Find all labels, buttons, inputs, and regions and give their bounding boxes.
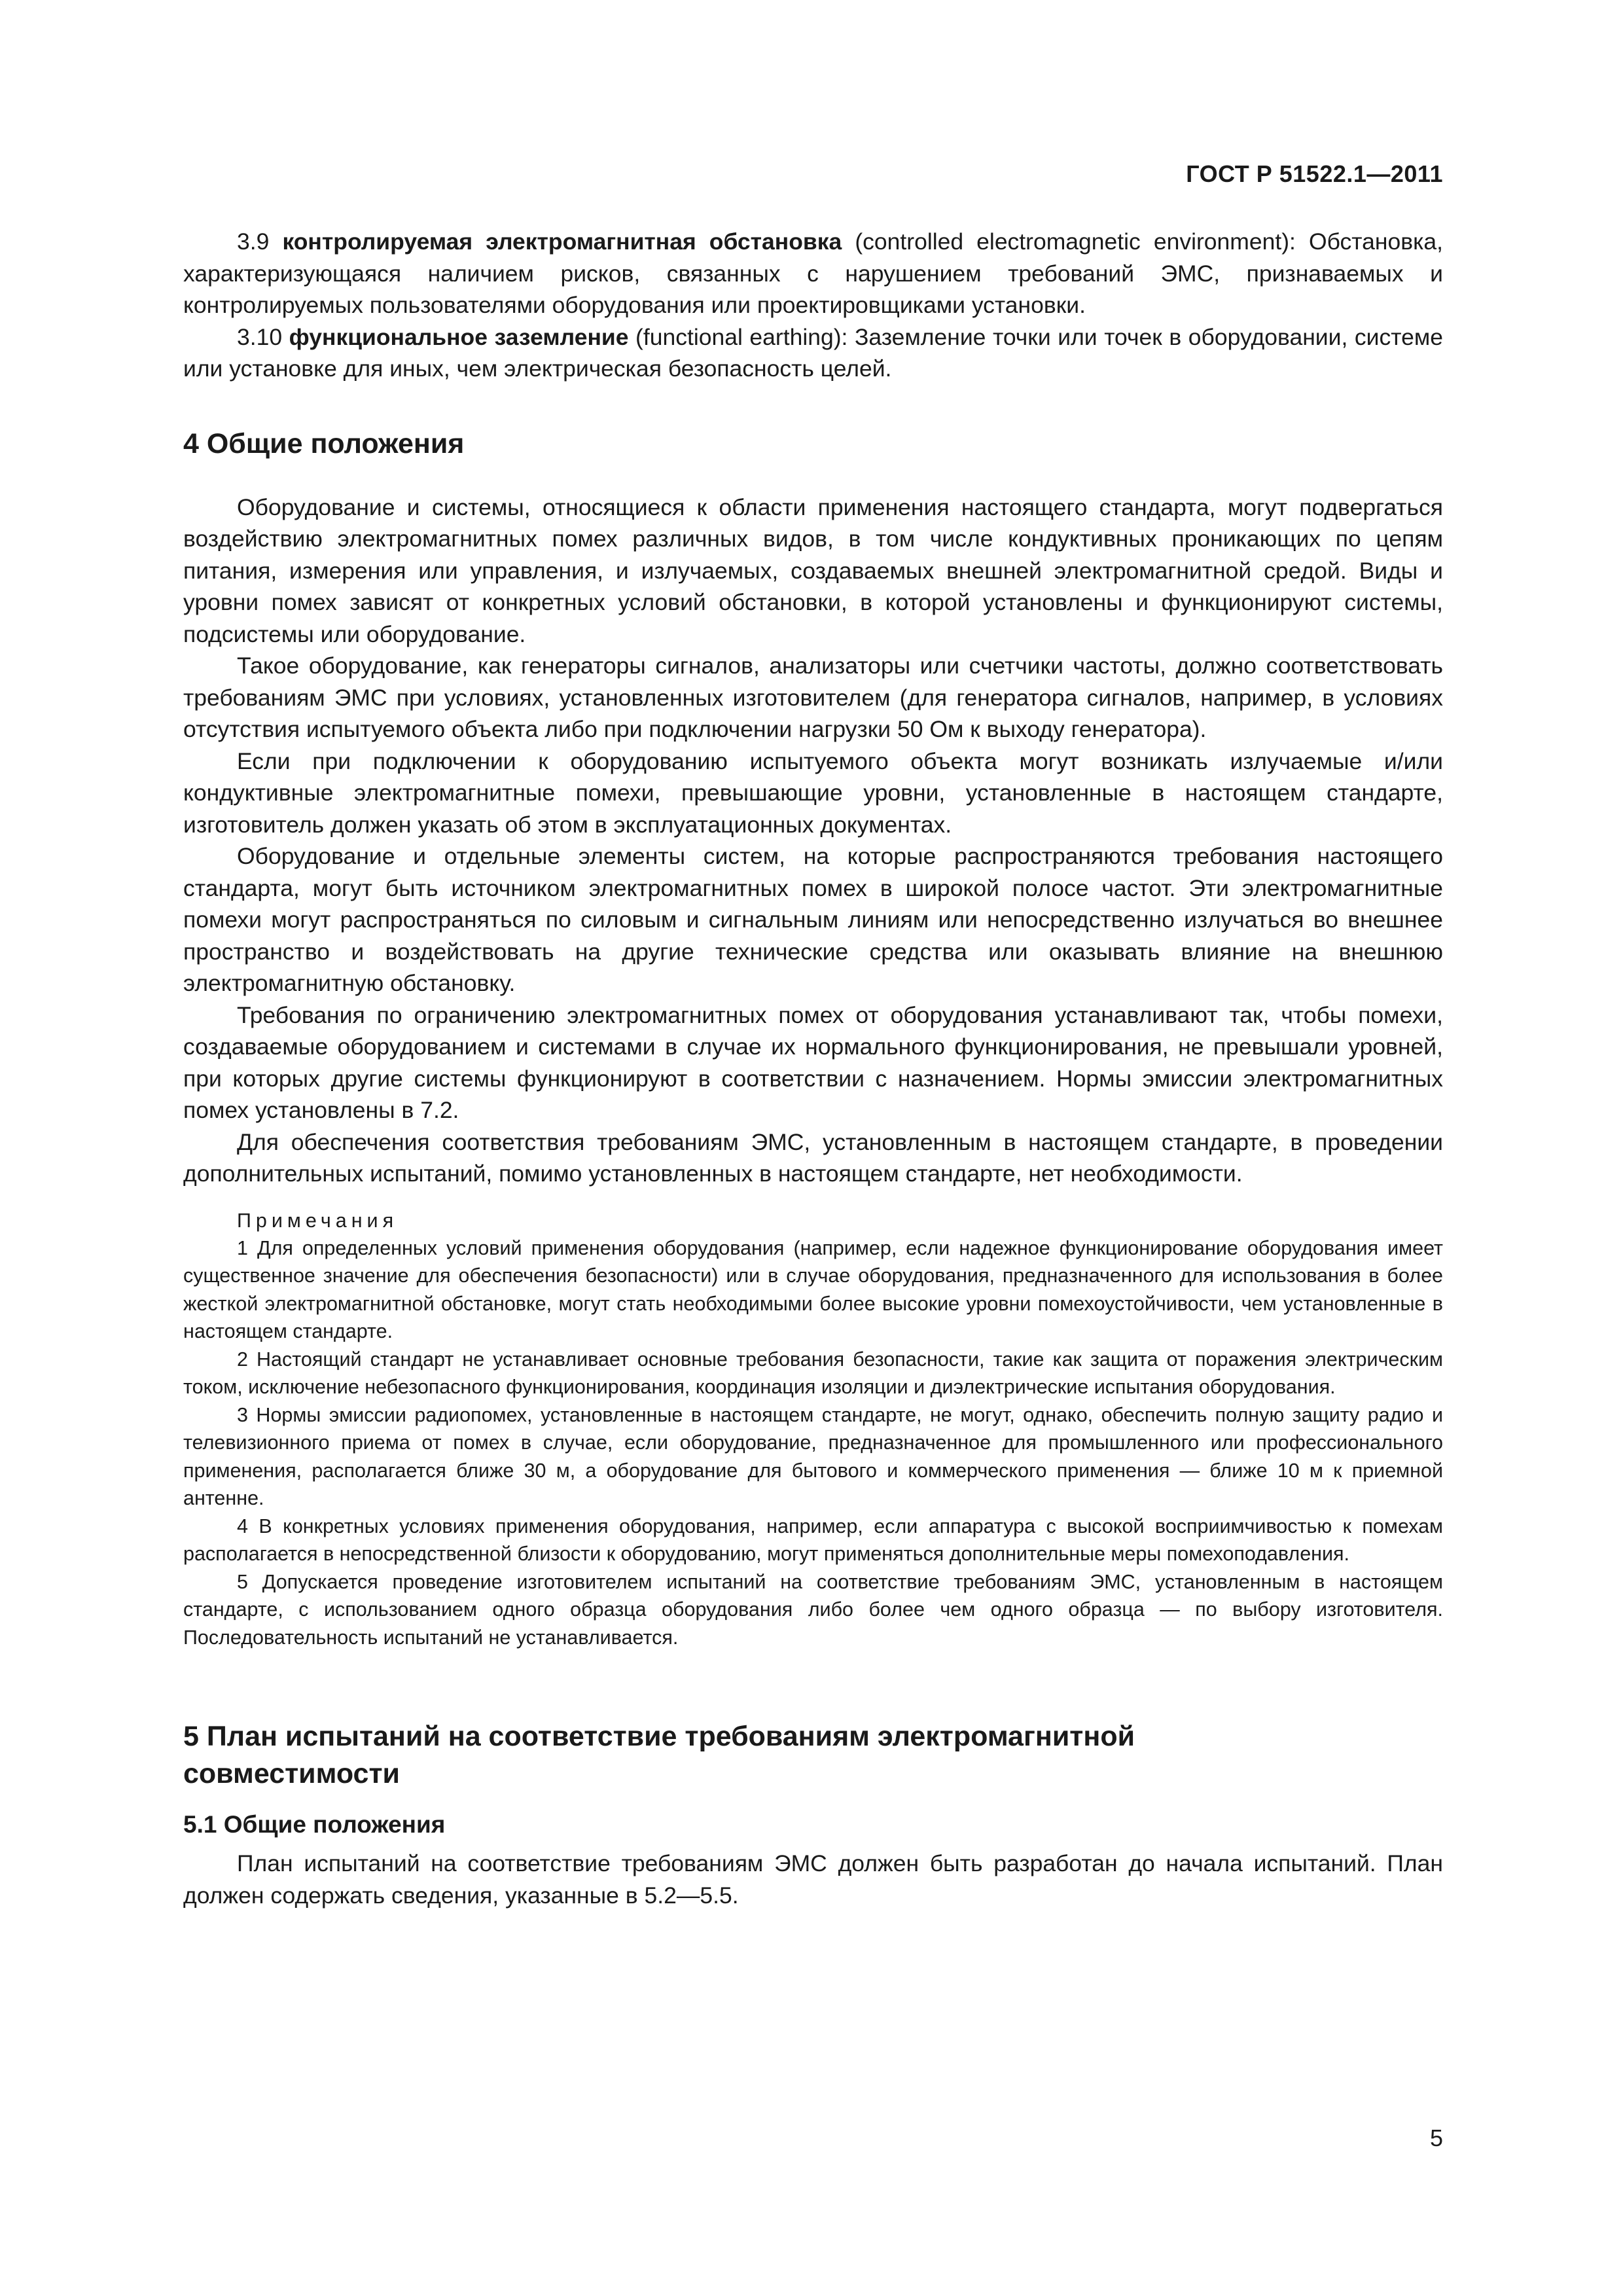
note-item: 4 В конкретных условиях применения оборудования, например, если аппаратура с высокой восприимчивостью к помехам располагается в непосредственной близости к оборудованию, могут применяться дополнительные меры помехоподавления. bbox=[183, 1515, 1443, 1565]
note-item: 3 Нормы эмиссии радиопомех, установленные в настоящем стандарте, не могут, однако, обеспечить полную защиту радио и телевизионного приема от помех в случае, если оборудование, предназначенное для промышленного или профессионального применения, располагается ближе 30 м, а оборудование для бытового и коммерческого применения — ближе 10 м к приемной антенне. bbox=[183, 1403, 1443, 1509]
section-4-paragraph: Оборудование и отдельные элементы систем, на которые распространяются требования настоящего стандарта, могут быть источником электромагнитных помех в широкой полосе частот. Эти электромагнитные помехи могут распространяться по силовым и сигнальным линиям или непосредственно излучаться во внешнее пространство и воздействовать на другие технические средства или оказывать влияние на внешнюю электромагнитную обстановку. bbox=[183, 843, 1443, 996]
page-number: 5 bbox=[1429, 2125, 1443, 2151]
definition-term: контролируемая электромагнитная обстановка bbox=[282, 228, 842, 255]
note-item: 5 Допускается проведение изготовителем испытаний на соответствие требованиям ЭМС, установленным в настоящем стандарте, с использованием одного образца оборудования либо более чем одного образца — по выбору изготовителя. Последовательность испытаний не устанавливается. bbox=[183, 1570, 1443, 1649]
definition-term: функциональное заземление bbox=[289, 323, 629, 350]
note-item: 2 Настоящий стандарт не устанавливает основные требования безопасности, такие как защита от поражения электрическим током, исключение небезопасного функционирования, координация изоляции и диэлектрические испытания оборудования. bbox=[183, 1348, 1443, 1398]
section-5-heading: 5 План испытаний на соответствие требованиям электромагнитной совместимости bbox=[183, 1721, 1135, 1789]
note-item: 1 Для определенных условий применения оборудования (например, если надежное функционирование оборудования имеет существенное значение для обеспечения безопасности) или в случае оборудования, предназначенного для использования в более жесткой электромагнитной обстановке, могут стать необходимыми более высокие уровни помехоустойчивости, чем установленные в настоящем стандарте. bbox=[183, 1236, 1443, 1342]
section-4-paragraph: Требования по ограничению электромагнитных помех от оборудования устанавливают так, чтобы помехи, создаваемые оборудованием и системами в случае их нормального функционирования, не превышали уровней, при которых другие системы функционируют в соответствии с назначением. Нормы эмиссии электромагнитных помех установлены в 7.2. bbox=[183, 1001, 1443, 1123]
section-4-paragraph: Такое оборудование, как генераторы сигналов, анализаторы или счетчики частоты, должно соответствовать требованиям ЭМС при условиях, установленных изготовителем (для генератора сигналов, например, в условиях отсутствия испытуемого объекта либо при подключении нагрузки 50 Ом к выходу генератора). bbox=[183, 653, 1443, 742]
definition-text: (functional earthing): Заземление точки или точек в оборудовании, системе или установке для иных, чем электрическая безопасность целей. bbox=[183, 323, 1443, 382]
definition-3-9 bbox=[183, 226, 1443, 321]
definition-3-10 bbox=[183, 321, 1443, 385]
definition-text: (controlled electromagnetic environment): Обстановка, характеризующаяся наличием рисков, связанных с нарушением требований ЭМС, признаваемых и контролируемых пользователями оборудования или проектировщиками установки. bbox=[183, 228, 1444, 318]
section-4-heading: 4 Общие положения bbox=[183, 427, 465, 459]
document-code: ГОСТ Р 51522.1—2011 bbox=[1186, 160, 1443, 187]
definition-number: 3.10 bbox=[237, 323, 283, 350]
section-4-paragraph: Для обеспечения соответствия требованиям ЭМС, установленным в настоящем стандарте, в проведении дополнительных испытаний, помимо установленных в настоящем стандарте, нет необходимости. bbox=[183, 1128, 1443, 1187]
document-page bbox=[183, 0, 1443, 2296]
section-5-1-paragraph: План испытаний на соответствие требованиям ЭМС должен быть разработан до начала испытаний. План должен содержать сведения, указанные в 5.2—5.5. bbox=[183, 1850, 1443, 1909]
notes-title: Примечания bbox=[237, 1209, 399, 1232]
definition-number: 3.9 bbox=[237, 228, 270, 255]
section-5-1-heading: 5.1 Общие положения bbox=[183, 1811, 446, 1838]
page-content bbox=[183, 226, 1443, 1911]
section-4-paragraph: Если при подключении к оборудованию испытуемого объекта могут возникать излучаемые и/или кондуктивные электромагнитные помехи, превышающие уровни, установленные в настоящем стандарте, изготовитель должен указать об этом в эксплуатационных документах. bbox=[183, 747, 1443, 838]
section-4-paragraph: Оборудование и системы, относящиеся к области применения настоящего стандарта, могут подвергаться воздействию электромагнитных помех различных видов, в том числе кондуктивных проникающих по цепям питания, измерения или управления, и излучаемых, создаваемых внешней электромагнитной средой. Виды и уровни помех зависят от конкретных условий обстановки, в которой установлены и функционируют системы, подсистемы или оборудование. bbox=[183, 493, 1443, 647]
